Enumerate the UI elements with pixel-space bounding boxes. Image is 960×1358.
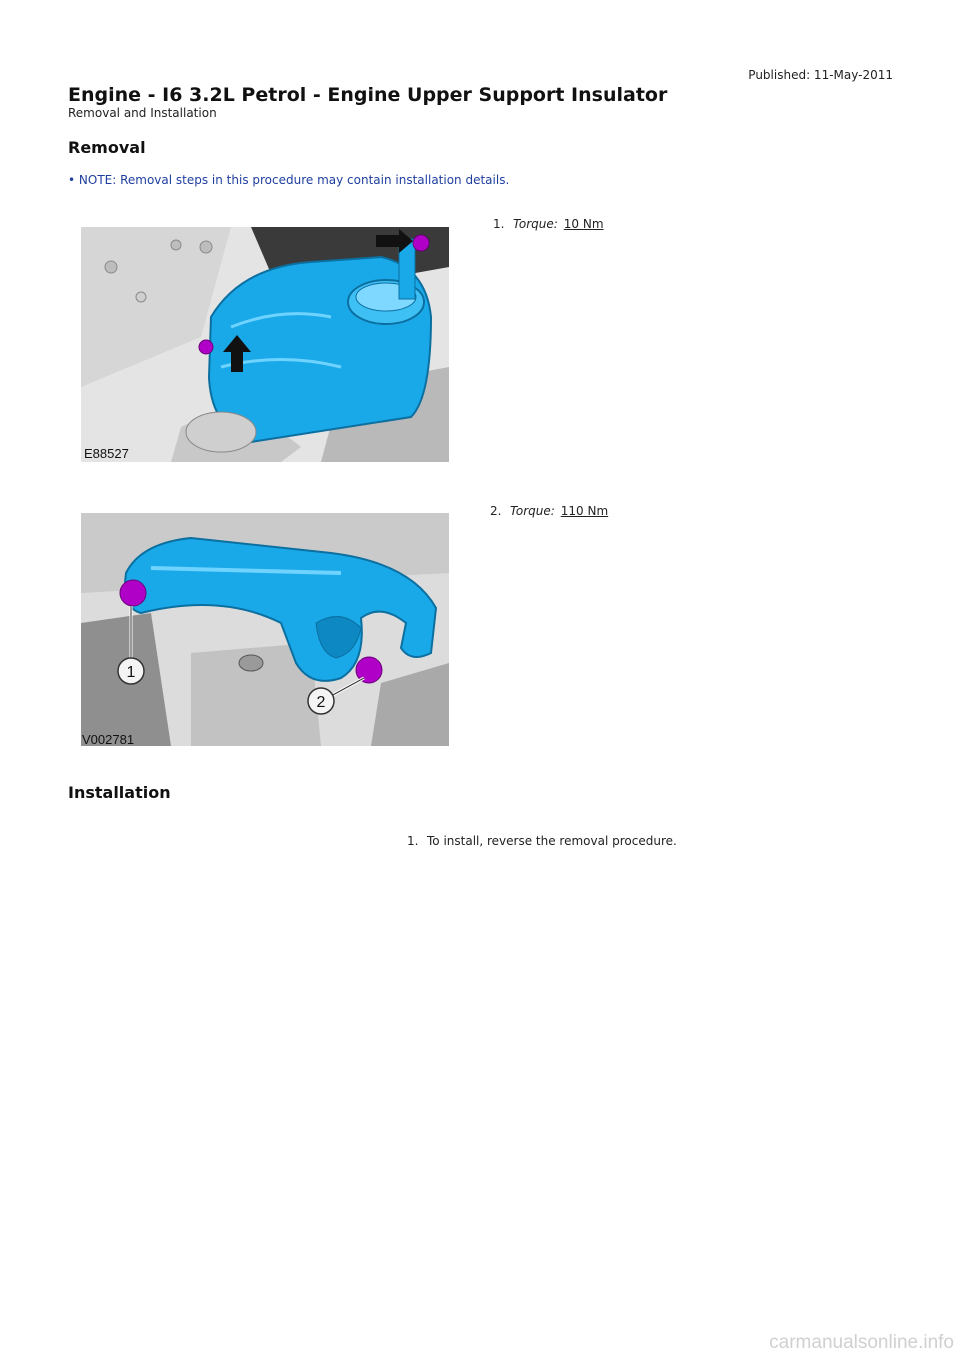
installation-step-1 bbox=[407, 834, 677, 848]
step-number: 2. bbox=[490, 504, 502, 518]
callout-1: 1 bbox=[126, 664, 136, 681]
removal-step-1 bbox=[493, 217, 604, 231]
page-subtitle: Removal and Installation bbox=[68, 106, 217, 120]
step-number: 1. bbox=[493, 217, 505, 231]
figure-id-label: E88527 bbox=[84, 446, 129, 461]
removal-step-2 bbox=[490, 504, 608, 518]
callout-2: 2 bbox=[316, 694, 326, 711]
installation-heading: Installation bbox=[68, 783, 171, 802]
step-text: To install, reverse the removal procedure. bbox=[427, 834, 677, 848]
torque-value: 10 Nm bbox=[563, 217, 604, 231]
step-label: Torque: bbox=[510, 504, 555, 518]
removal-note: • NOTE: Removal steps in this procedure may contain installation details. bbox=[68, 173, 510, 187]
figure-id-label: V002781 bbox=[82, 732, 135, 746]
page-title: Engine - I6 3.2L Petrol - Engine Upper Support Insulator bbox=[68, 84, 668, 106]
engine-support-illustration bbox=[81, 513, 449, 746]
watermark: carmanualsonline.info bbox=[769, 1332, 954, 1353]
step-number: 1. bbox=[407, 834, 419, 848]
coolant-tank-illustration bbox=[81, 227, 449, 462]
removal-heading: Removal bbox=[68, 138, 146, 157]
published-date: Published: 11-May-2011 bbox=[748, 68, 893, 82]
torque-value: 110 Nm bbox=[560, 504, 609, 518]
figure-coolant-tank bbox=[81, 227, 449, 462]
figure-engine-support bbox=[81, 513, 449, 746]
step-label: Torque: bbox=[513, 217, 558, 231]
